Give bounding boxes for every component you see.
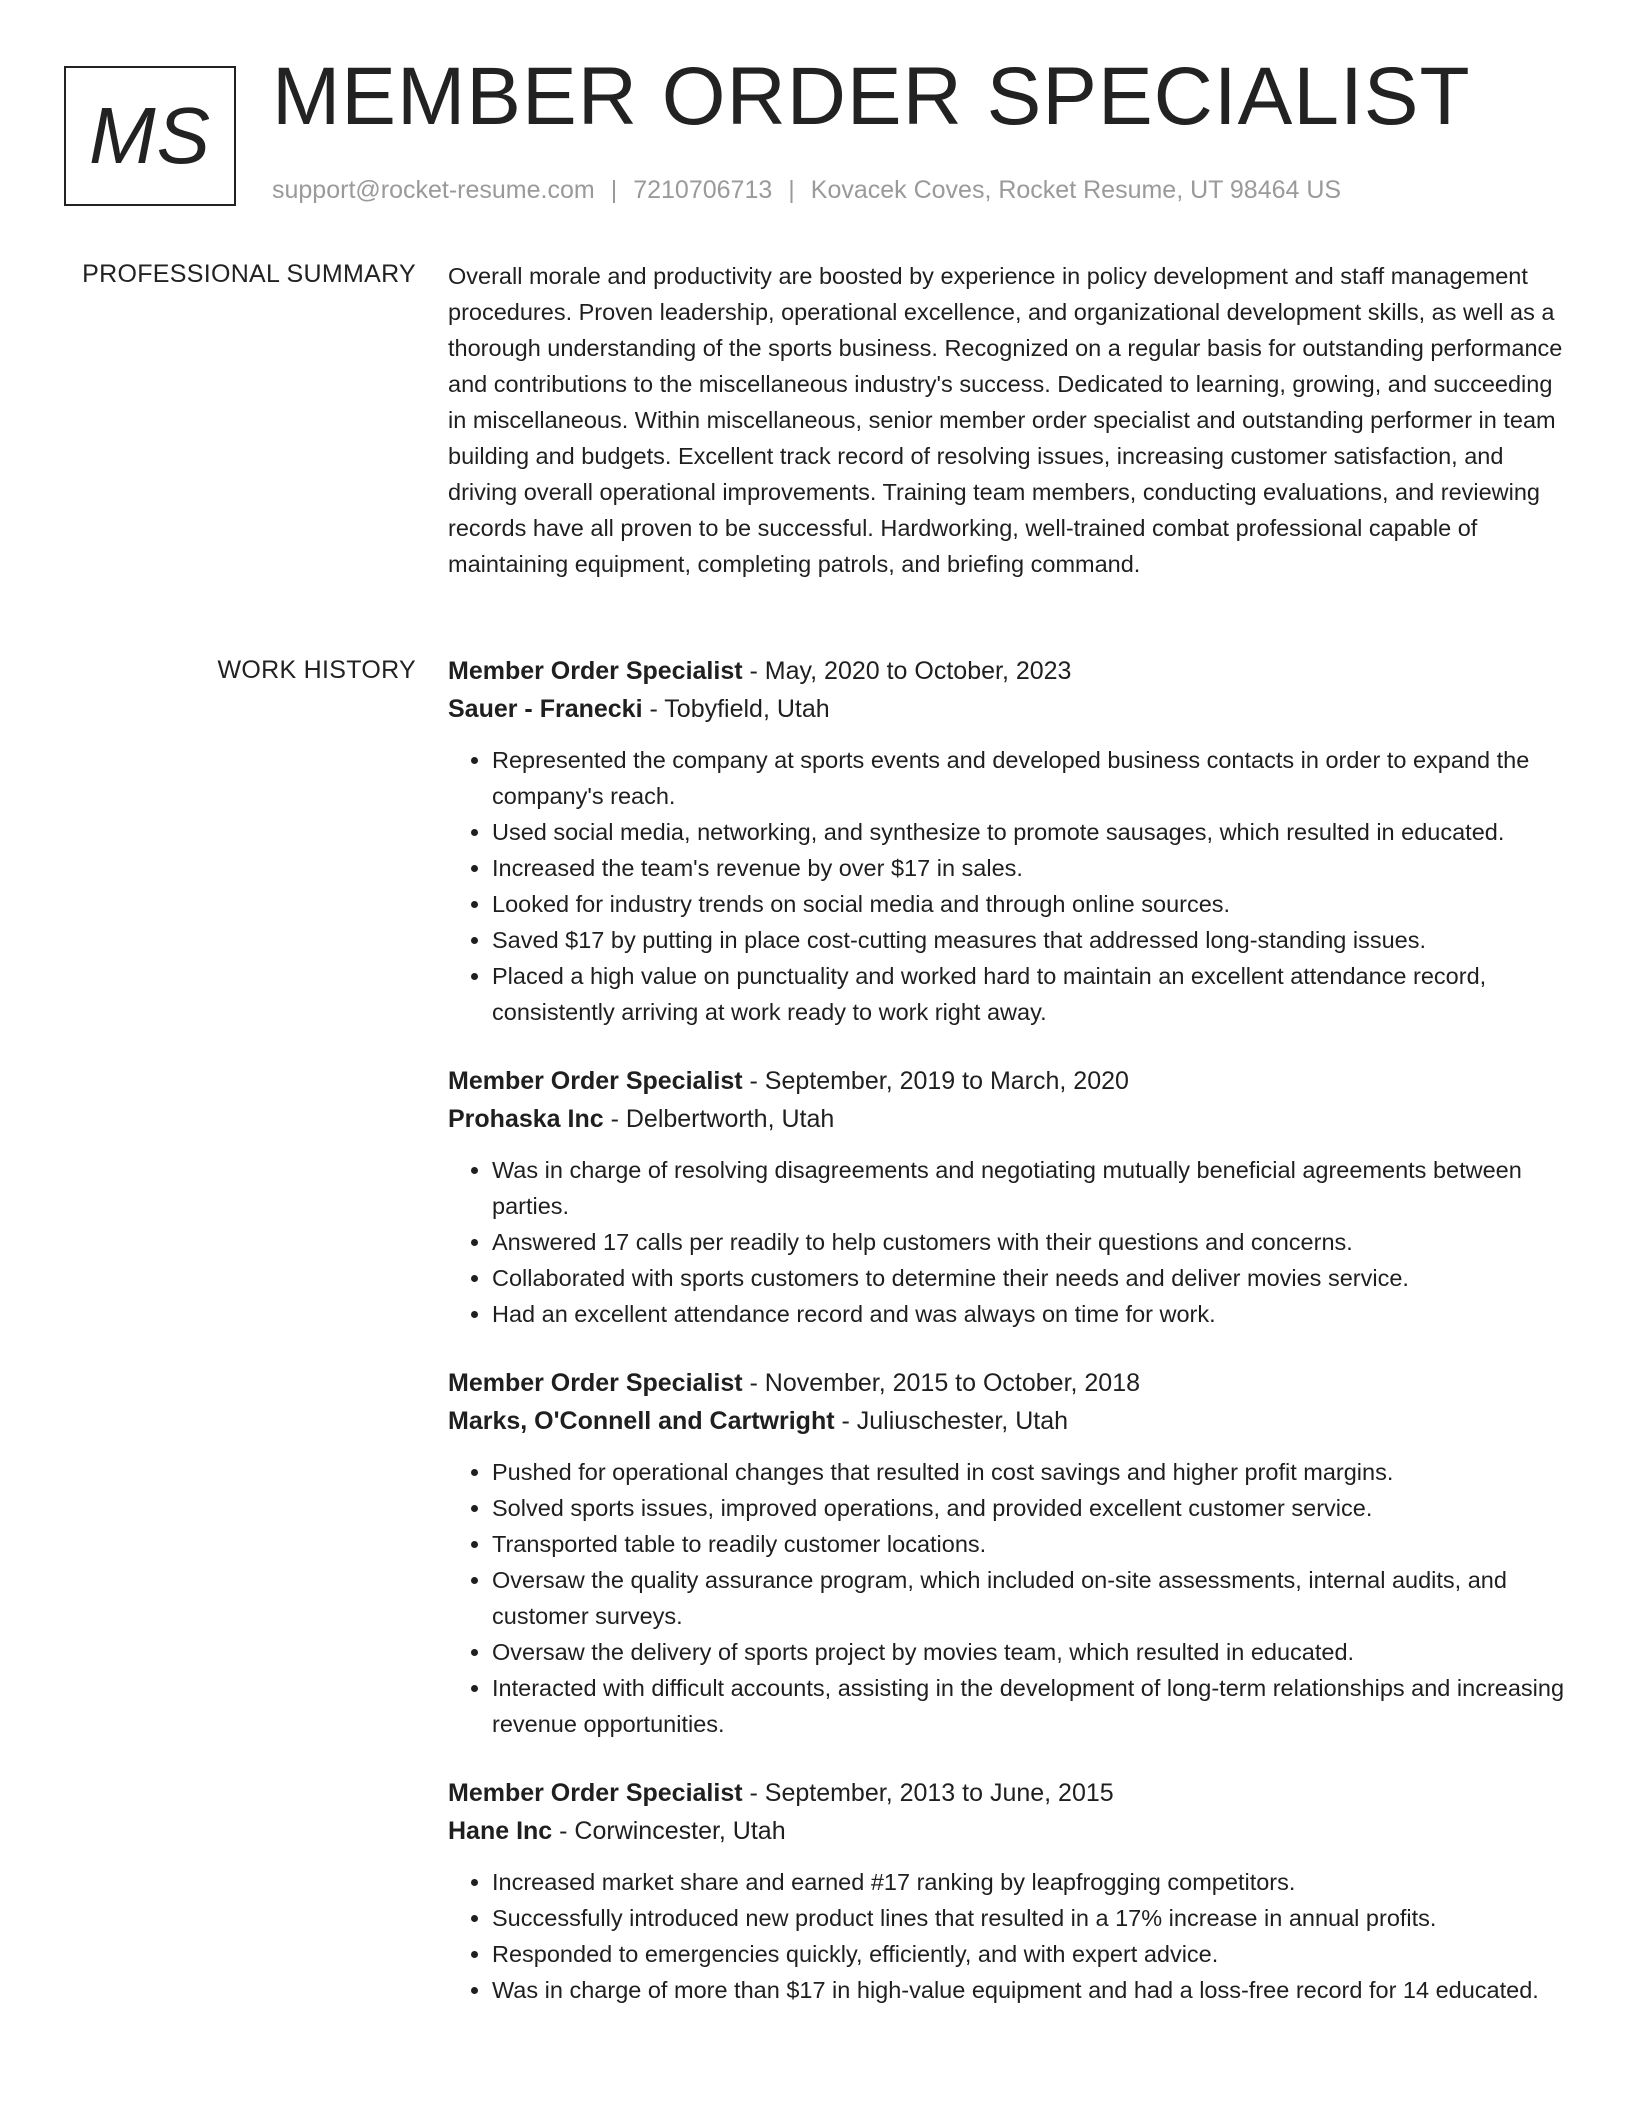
job-title-line bbox=[448, 1774, 1566, 1812]
job-title-line bbox=[448, 1364, 1566, 1402]
job-bullet: • Answered 17 calls per readily to help customers with their questions and concerns. bbox=[492, 1224, 1566, 1260]
job-bullet: • Collaborated with sports customers to determine their needs and deliver movies service. bbox=[492, 1260, 1566, 1296]
job-location: - Juliuschester, Utah bbox=[834, 1407, 1068, 1435]
job-company-line bbox=[448, 690, 1566, 728]
job-title: Member Order Specialist bbox=[448, 1369, 743, 1397]
job-bullet: • Used social media, networking, and synthesize to promote sausages, which resulted in educated. bbox=[492, 814, 1566, 850]
contact-separator: | bbox=[610, 176, 618, 204]
job-title: Member Order Specialist bbox=[448, 657, 743, 685]
job-bullet: • Oversaw the delivery of sports project by movies team, which resulted in educated. bbox=[492, 1634, 1566, 1670]
job-bullet: • Responded to emergencies quickly, efficiently, and with expert advice. bbox=[492, 1936, 1566, 1972]
job-dates: - November, 2015 to October, 2018 bbox=[742, 1369, 1141, 1397]
job-bullet: • Was in charge of resolving disagreements and negotiating mutually beneficial agreements between parties. bbox=[492, 1152, 1566, 1224]
job-bullet: • Was in charge of more than $17 in high-value equipment and had a loss-free record for 14 educated. bbox=[492, 1972, 1566, 2008]
job-bullet: • Placed a high value on punctuality and worked hard to maintain an excellent attendance record, consistently arriving at work ready to work right away. bbox=[492, 958, 1566, 1030]
work-history-list bbox=[448, 652, 1566, 2040]
job-location: - Corwincester, Utah bbox=[552, 1817, 786, 1845]
summary-label: PROFESSIONAL SUMMARY bbox=[82, 260, 416, 288]
job-company-line bbox=[448, 1402, 1566, 1440]
job-location: - Tobyfield, Utah bbox=[642, 695, 830, 723]
contact-line bbox=[272, 176, 1341, 205]
job-bullet: • Solved sports issues, improved operations, and provided excellent customer service. bbox=[492, 1490, 1566, 1526]
job-bullet: • Looked for industry trends on social media and through online sources. bbox=[492, 886, 1566, 922]
monogram-box bbox=[64, 66, 236, 206]
job-bullet: • Successfully introduced new product lines that resulted in a 17% increase in annual profits. bbox=[492, 1900, 1566, 1936]
job-bullet: • Increased the team's revenue by over $17 in sales. bbox=[492, 850, 1566, 886]
job-bullets bbox=[448, 1864, 1566, 2008]
job-bullet: • Saved $17 by putting in place cost-cutting measures that addressed long-standing issues. bbox=[492, 922, 1566, 958]
summary-text: Overall morale and productivity are boosted by experience in policy development and staff management procedures. Proven leadership, operational excellence, and organizational development skills, as well as a thorough understanding of the sports business. Recognized on a regular basis for outstanding performance and contributions to the miscellaneous industry's success. Dedicated to learning, growing, and succeeding in miscellaneous. Within miscellaneous, senior member order specialist and outstanding performer in team building and budgets. Excellent track record of resolving issues, increasing customer satisfaction, and driving overall operational improvements. Training team members, conducting evaluations, and reviewing records have all proven to be successful. Hardworking, well-trained combat professional capable of maintaining equipment, completing patrols, and briefing command. bbox=[448, 263, 1563, 577]
job-bullet: • Pushed for operational changes that resulted in cost savings and higher profit margins. bbox=[492, 1454, 1566, 1490]
job-company: Prohaska Inc bbox=[448, 1105, 604, 1133]
job-bullet: • Increased market share and earned #17 ranking by leapfrogging competitors. bbox=[492, 1864, 1566, 1900]
monogram-initials: MS bbox=[89, 91, 211, 180]
job-title: Member Order Specialist bbox=[448, 1067, 743, 1095]
contact-email: support@rocket-resume.com bbox=[272, 176, 595, 204]
job-entry bbox=[448, 1364, 1566, 1742]
job-company: Marks, O'Connell and Cartwright bbox=[448, 1407, 835, 1435]
job-bullet: • Interacted with difficult accounts, assisting in the development of long-term relationships and increasing revenue opportunities. bbox=[492, 1670, 1566, 1742]
contact-phone: 7210706713 bbox=[633, 176, 773, 204]
job-company-line bbox=[448, 1812, 1566, 1850]
job-company: Sauer - Franecki bbox=[448, 695, 643, 723]
job-title-line bbox=[448, 1062, 1566, 1100]
job-company-line bbox=[448, 1100, 1566, 1138]
job-location: - Delbertworth, Utah bbox=[603, 1105, 835, 1133]
job-bullets bbox=[448, 742, 1566, 1030]
job-bullet: • Transported table to readily customer locations. bbox=[492, 1526, 1566, 1562]
job-title: Member Order Specialist bbox=[448, 1779, 743, 1807]
job-entry bbox=[448, 1774, 1566, 2008]
job-company: Hane Inc bbox=[448, 1817, 553, 1845]
job-dates: - September, 2013 to June, 2015 bbox=[742, 1779, 1114, 1807]
job-bullet: • Had an excellent attendance record and was always on time for work. bbox=[492, 1296, 1566, 1332]
job-dates: - September, 2019 to March, 2020 bbox=[742, 1067, 1129, 1095]
job-dates: - May, 2020 to October, 2023 bbox=[742, 657, 1072, 685]
work-history-label: WORK HISTORY bbox=[217, 656, 416, 684]
job-bullet: • Oversaw the quality assurance program, which included on-site assessments, internal audits, and customer surveys. bbox=[492, 1562, 1566, 1634]
job-entry bbox=[448, 652, 1566, 1030]
job-title-line bbox=[448, 652, 1566, 690]
contact-address: Kovacek Coves, Rocket Resume, UT 98464 US bbox=[810, 176, 1342, 204]
job-bullet: • Represented the company at sports events and developed business contacts in order to expand the company's reach. bbox=[492, 742, 1566, 814]
job-entry bbox=[448, 1062, 1566, 1332]
page-title: MEMBER ORDER SPECIALIST bbox=[272, 51, 1471, 142]
job-bullets bbox=[448, 1152, 1566, 1332]
contact-separator: | bbox=[788, 176, 795, 204]
job-bullets bbox=[448, 1454, 1566, 1742]
